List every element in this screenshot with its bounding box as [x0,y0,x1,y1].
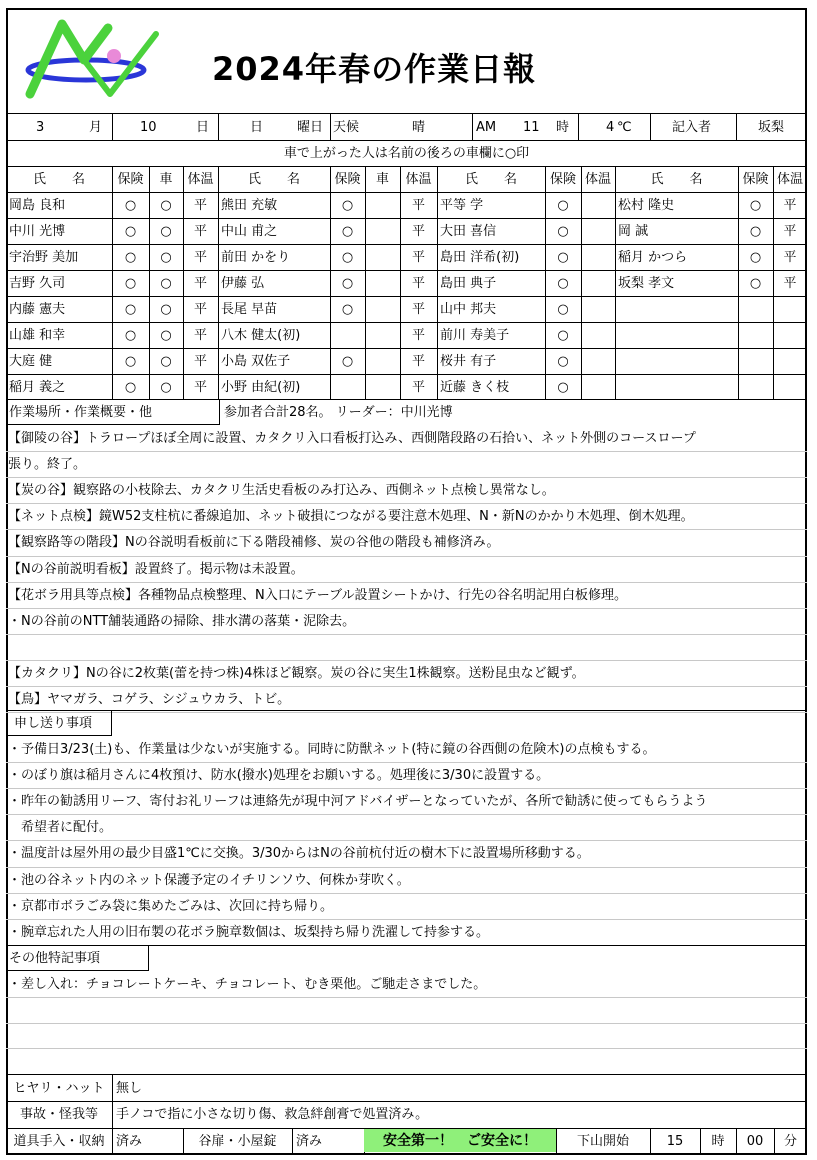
car-note: 車で上がった人は名前の後ろの車欄に○印 [283,146,530,161]
insurance-mark: ○ [124,198,137,213]
attendee-name: 中川 光博 [9,224,66,239]
car-mark: ○ [160,354,172,369]
insurance-mark: ○ [341,354,354,369]
attendee-name: 小野 由紀(初) [221,380,301,395]
insurance-mark: ○ [557,380,569,395]
attendee-name: 稲月 義之 [9,380,66,395]
text-line: 【御陵の谷】トラロープほぼ全周に設置、カタクリ入口看板打込み、西側階段路の石拾い、ネット外側のコースロープ [8,431,696,446]
temperature-mark: 平 [193,354,207,369]
descent-hour: 15 [666,1134,684,1149]
handover-label: 申し送り事項 [14,716,93,731]
header-name: 氏 名 [650,172,703,187]
work-section-label: 作業場所・作業概要・他 [9,405,153,420]
temperature-mark: 平 [411,276,425,291]
temperature-mark: 平 [193,224,207,239]
insurance-mark: ○ [124,354,137,369]
descent-minute: 00 [746,1134,764,1149]
temperature-mark: 平 [193,328,207,343]
row-gridline [6,686,807,687]
text-line: 希望者に配付。 [8,820,113,836]
text-line: 【ネット点検】鏡W52支柱杭に番線追加、ネット破損につながる要注意木処理、N・新Nのかかり木処理、倒木処理。 [8,509,694,525]
tools-value: 済み [116,1134,143,1149]
insurance-mark: ○ [341,276,354,291]
text-line: 【鳥】ヤマガラ、コゲラ、シジュウカラ、トビ。 [8,692,291,707]
insurance-mark: ○ [557,354,569,369]
safety-slogan: 安全第一！ ご安全に！ [383,1133,537,1149]
text-line: 【カタクリ】Nの谷に2枚葉(蕾を持つ株)4株ほど観察。炭の谷に実生1株観察。送粉昆虫など観ず。 [8,665,585,681]
insurance-mark: ○ [749,198,762,213]
insurance-mark: ○ [341,250,354,265]
attendee-name: 岡島 良和 [9,198,66,213]
row-gridline [6,556,807,557]
insurance-mark: ○ [557,250,569,265]
temperature-mark: 平 [783,276,797,291]
hour-value: 11 [523,120,540,135]
row-gridline [6,503,807,504]
attendee-name: 島田 洋希(初) [440,250,520,265]
row-gridline [6,762,807,763]
near-miss-value: 無し [116,1081,143,1096]
insurance-mark: ○ [124,224,137,239]
attendee-name: 小島 双佐子 [221,354,291,369]
attendee-name: 稲月 かつら [618,250,688,265]
insurance-mark: ○ [124,276,137,291]
text-line: ・予備日3/23(土)も、作業量は少ないが実施する。同時に防獣ネット(特に鏡の谷西側の危険木)の点検もする。 [8,742,656,757]
temperature-mark: 平 [411,328,425,343]
accident-value: 手ノコで指に小さな切り傷、救急絆創膏で処置済み。 [116,1107,429,1122]
row-gridline [6,477,807,478]
header-temp: 体温 [187,172,214,187]
text-line: ・温度計は屋外用の最少目盛1℃に交換。3/30からはNの谷前杭付近の樹木下に設置場所移動する。 [8,846,590,862]
insurance-mark: ○ [124,302,137,317]
day-value: 10 [140,120,157,135]
door-lock-label: 谷扉・小屋錠 [198,1134,277,1149]
row-gridline [6,867,807,868]
insurance-mark: ○ [557,302,569,317]
text-line: ・京都市ボラごみ袋に集めたごみは、次回に持ち帰り。 [8,898,334,914]
attendee-name: 山中 邦夫 [440,302,497,317]
insurance-mark: ○ [749,250,762,265]
text-line: ・のぼり旗は稲月さんに4枚預け、防水(撥水)処理をお願いする。処理後に3/30に設置する。 [8,768,550,784]
text-line: ・腕章忘れた人用の旧布製の花ボラ腕章数個は、坂梨持ち帰り洗濯して持参する。 [8,924,490,940]
row-gridline [6,712,807,713]
attendee-name: 大庭 健 [9,354,53,369]
temperature-mark: 平 [193,302,207,317]
text-line: ・差し入れ：チョコレートケーキ、チョコレート、むき栗他。ご馳走さまでした。 [8,977,487,992]
temperature-mark: 平 [193,276,207,291]
insurance-mark: ○ [124,380,137,395]
tools-label: 道具手入・収納 [13,1134,105,1149]
header-temp: 体温 [584,172,611,187]
temperature-mark: 平 [411,302,425,317]
weekday-unit: 曜日 [297,120,324,135]
header-insurance: 保険 [334,172,361,187]
attendee-name: 近藤 きく枝 [440,380,510,395]
car-mark: ○ [160,250,172,265]
text-line: 【Nの谷前説明看板】設置終了。掲示物は未設置。 [8,561,304,577]
attendee-name: 大田 喜信 [440,224,497,239]
car-mark: ○ [160,198,172,213]
temperature-mark: 平 [411,354,425,369]
header-temp: 体温 [405,172,432,187]
header-name: 氏 名 [32,172,85,187]
row-gridline [6,582,807,583]
other-label: その他特記事項 [9,951,101,966]
insurance-mark: ○ [341,302,354,317]
insurance-mark: ○ [557,276,569,291]
temperature-mark: 平 [783,224,797,239]
row-gridline [6,919,807,920]
descent-minute-unit: 分 [783,1134,797,1149]
temperature-mark: 平 [411,380,425,395]
attendee-name: 山雄 和幸 [9,328,66,343]
header-insurance: 保険 [549,172,576,187]
temperature-mark: 平 [783,198,797,213]
insurance-mark: ○ [557,328,569,343]
car-mark: ○ [160,380,172,395]
attendee-name: 伊藤 弘 [221,276,265,291]
temperature-mark: 平 [411,250,425,265]
hour-unit: 時 [556,120,570,135]
attendee-name: 内藤 憲夫 [9,302,66,317]
month-value: 3 [36,120,45,135]
row-gridline [6,1023,807,1024]
row-gridline [6,634,807,635]
insurance-mark: ○ [341,198,354,213]
attendee-name: 岡 誠 [618,224,649,239]
attendee-name: 中山 甫之 [221,224,278,239]
attendee-name: 吉野 久司 [9,276,66,291]
temperature-unit: ℃ [617,120,632,135]
text-line: 【観察路等の階段】Nの谷説明看板前に下る階段補修、炭の谷他の階段も補修済み。 [8,535,500,551]
door-lock-value: 済み [296,1134,323,1149]
attendee-name: 松村 隆史 [618,198,675,213]
attendee-name: 桜井 有子 [440,354,497,369]
row-gridline [6,451,807,452]
weekday-value: 日 [250,120,264,135]
organization-logo [24,16,164,102]
insurance-mark: ○ [124,328,137,343]
row-gridline [6,814,807,815]
temperature-value: 4 [606,120,615,135]
report-title: 2024年春の作業日報 [212,50,537,88]
row-gridline [6,893,807,894]
header-name: 氏 名 [247,172,300,187]
attendee-name: 島田 典子 [440,276,497,291]
header-car: 車 [375,172,389,187]
accident-label: 事故・怪我等 [19,1107,98,1122]
weather-value: 晴 [412,120,426,135]
car-mark: ○ [160,276,172,291]
header-insurance: 保険 [117,172,144,187]
temperature-mark: 平 [411,224,425,239]
header-insurance: 保険 [742,172,769,187]
temperature-mark: 平 [193,250,207,265]
text-line: 張り。終了。 [8,457,87,473]
recorder-name: 坂梨 [758,120,785,135]
row-gridline [6,660,807,661]
insurance-mark: ○ [557,198,569,213]
row-gridline [6,997,807,998]
row-gridline [6,608,807,609]
text-line: 【花ボラ用具等点検】各種物品点検整理、N入口にテーブル設置シートかけ、行先の谷名明記用白板修理。 [8,587,628,603]
temperature-mark: 平 [193,198,207,213]
attendee-name: 宇治野 美加 [9,250,79,265]
temperature-mark: 平 [193,380,207,395]
attendee-name: 八木 健太(初) [221,328,301,343]
day-unit: 日 [196,120,210,135]
near-miss-label: ヒヤリ・ハット [13,1081,105,1096]
text-line: ・池の谷ネット内のネット保護予定のイチリンソウ、何株か芽吹く。 [8,872,410,888]
car-mark: ○ [160,328,172,343]
header-car: 車 [159,172,173,187]
header-temp: 体温 [776,172,803,187]
text-line: ・昨年の勧誘用リーフ、寄付お礼リーフは連絡先が現中河アドバイザーとなっていたが、各所で勧誘に使ってもらうよう [8,794,708,810]
car-mark: ○ [160,302,172,317]
row-gridline [6,529,807,530]
attendee-name: 平等 学 [440,198,484,213]
weather-label: 天候 [333,120,360,135]
header-name: 氏 名 [464,172,517,187]
temperature-mark: 平 [783,250,797,265]
insurance-mark: ○ [749,224,762,239]
row-gridline [6,840,807,841]
work-summary: 参加者合計28名。 リーダー：中川光博 [224,405,453,420]
insurance-mark: ○ [557,224,569,239]
attendee-name: 前田 かをり [221,250,291,265]
descent-label: 下山開始 [576,1134,629,1149]
text-line: 【炭の谷】観察路の小枝除去、カタクリ生活史看板のみ打込み、西側ネット点検し異常なし。 [8,483,555,499]
month-unit: 月 [89,120,103,135]
car-mark: ○ [160,224,172,239]
temperature-mark: 平 [411,198,425,213]
insurance-mark: ○ [124,250,137,265]
recorder-label: 記入者 [672,120,712,135]
row-gridline [6,788,807,789]
insurance-mark: ○ [749,276,762,291]
attendee-name: 前川 寿美子 [440,328,510,343]
attendee-name: 坂梨 孝文 [618,276,675,291]
attendee-name: 長尾 早苗 [221,302,278,317]
attendee-name: 熊田 充敏 [221,198,278,213]
ampm-value: AM [476,120,497,135]
text-line: ・Nの谷前のNTT舗装通路の掃除、排水溝の落葉・泥除去。 [8,613,356,629]
descent-hour-unit: 時 [711,1134,725,1149]
insurance-mark: ○ [341,224,354,239]
row-gridline [6,1048,807,1049]
